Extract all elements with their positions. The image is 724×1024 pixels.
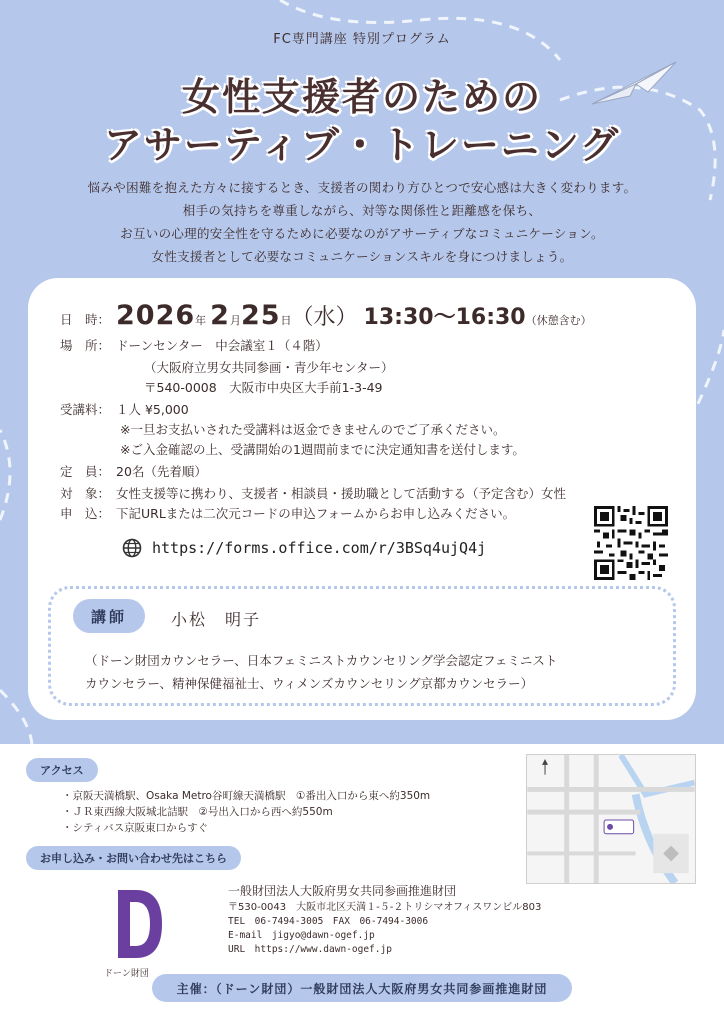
date-weekday: （水） — [291, 305, 358, 330]
info-section — [0, 744, 724, 1024]
fee-row — [60, 400, 189, 418]
access-map[interactable] — [526, 754, 696, 884]
target-value: 女性支援等に携わり、支援者・相談員・援助職として活動する（予定含む）女性 — [116, 486, 567, 501]
date-month-unit: 月 — [229, 314, 241, 327]
place-name: ドーンセンター 中会議室１（４階） — [116, 338, 328, 353]
location-pin-icon — [607, 824, 613, 830]
org-address: 〒530-0043 大阪市北区天満１-５-２トリシマオフィスワンビル803 — [228, 902, 542, 913]
apply-label: 申 込： — [60, 506, 111, 521]
lecturer-bio-line: （ドーン財団カウンセラー、日本フェミニストカウンセリング学会認定フェミニスト — [85, 653, 558, 668]
date-day: 25 — [240, 300, 281, 331]
date-label: 日 時： — [60, 312, 111, 327]
access-item: ・ＪＲ東西線大阪城北詰駅 ②号出入口から西へ約550m — [62, 806, 333, 818]
intro-text — [0, 176, 724, 268]
intro-line: 女性支援者として必要なコミュニケーションスキルを身につけましょう。 — [151, 249, 573, 264]
target-label: 対 象： — [60, 486, 111, 501]
program-eyebrow: FC専門講座 特別プログラム — [273, 32, 451, 47]
lecturer-name: 小松 明子 — [171, 610, 262, 629]
place-row — [60, 336, 328, 354]
event-time: 13:30〜16:30 — [363, 305, 526, 330]
title-line-2: アサーティブ・トレーニング — [103, 123, 621, 167]
access-label: アクセス — [26, 758, 98, 782]
capacity-label: 定 員： — [60, 464, 111, 479]
title-line-1: 女性支援者のための — [181, 75, 542, 119]
intro-line: 相手の気持ちを尊重しながら、対等な関係性と距離感を保ち、 — [182, 203, 542, 218]
intro-line: お互いの心理的安全性を守るために必要なのがアサーティブなコミュニケーション。 — [120, 226, 604, 241]
access-item: ・シティバス京阪東口からすぐ — [62, 822, 209, 834]
fee-note-2: ※ご入金確認の上、受講開始の1週間前までに決定通知書を送付します。 — [120, 442, 525, 457]
time-note: （休憩含む） — [525, 314, 592, 327]
fee-note-1: ※一旦お支払いされた受講料は返金できませんのでご了承ください。 — [120, 422, 506, 437]
org-email[interactable]: E-mail jigyo@dawn-ogef.jp — [228, 930, 375, 941]
date-row — [60, 300, 592, 331]
contact-label: お申し込み・お問い合わせ先はこちら — [26, 846, 241, 870]
target-row — [60, 484, 566, 502]
place-sub: （大阪府立男女共同参画・青少年センター） — [144, 360, 394, 375]
fee-value: １人 ¥5,000 — [116, 402, 189, 417]
capacity-value: 20名（先着順） — [116, 464, 207, 479]
apply-url-row[interactable] — [122, 538, 486, 558]
apply-value: 下記URLまたは二次元コードの申込フォームからお申し込みください。 — [116, 506, 516, 521]
lecturer-box — [48, 586, 676, 706]
org-url[interactable]: URL https://www.dawn-ogef.jp — [228, 944, 392, 955]
date-year-unit: 年 — [195, 314, 207, 327]
access-item: ・京阪天満橋駅、Osaka Metro谷町線天満橋駅 ①番出入口から東へ約350m — [62, 790, 431, 802]
apply-url-link[interactable]: https://forms.office.com/r/3BSq4ujQ4j — [152, 539, 487, 557]
date-year: 2026 — [116, 300, 196, 331]
org-tel-fax: TEL 06-7494-3005 FAX 06-7494-3006 — [228, 916, 429, 927]
details-card — [28, 278, 696, 720]
place-label: 場 所： — [60, 338, 111, 353]
dawn-logo — [110, 884, 168, 964]
capacity-row — [60, 462, 207, 480]
date-month: 2 — [210, 300, 230, 331]
globe-icon — [122, 538, 142, 558]
org-name: 一般財団法人大阪府男女共同参画推進財団 — [228, 884, 457, 898]
organization-info — [228, 884, 541, 957]
lecturer-label: 講師 — [73, 599, 145, 633]
date-day-unit: 日 — [280, 314, 292, 327]
host-banner: 主催：（ドーン財団）一般財団法人大阪府男女共同参画推進財団 — [152, 974, 572, 1002]
place-address: 〒540-0008 大阪市中央区大手前1-3-49 — [144, 380, 383, 395]
fee-label: 受講料： — [60, 402, 111, 417]
qr-code[interactable] — [594, 506, 668, 580]
lecturer-bio — [85, 649, 557, 695]
intro-line: 悩みや困難を抱えた方々に接するとき、支援者の関わり方ひとつで安心感は大きく変わります。 — [87, 180, 637, 195]
apply-row — [60, 504, 515, 522]
lecturer-bio-line: カウンセラー、精神保健福祉士、ウィメンズカウンセリング京都カウンセラー） — [85, 676, 534, 691]
access-list — [62, 788, 430, 836]
logo-text: ドーン財団 — [104, 969, 149, 979]
